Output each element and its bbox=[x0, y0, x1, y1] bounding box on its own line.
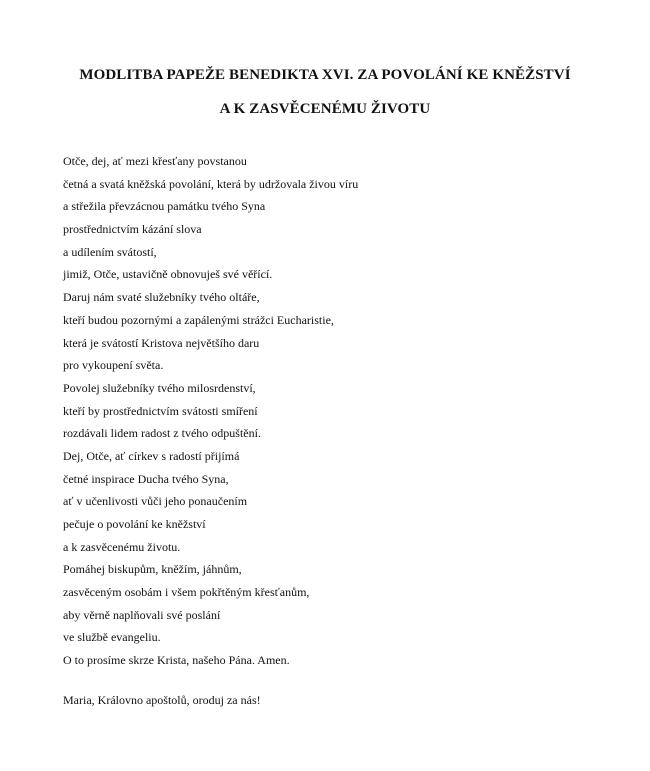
prayer-line: Otče, dej, ať mezi křesťany povstanou bbox=[63, 154, 247, 168]
prayer-line: a udílením svátostí, bbox=[63, 244, 157, 259]
prayer-line: kteří budou pozornými a zapálenými strážci Eucharistie, bbox=[63, 312, 334, 327]
prayer-line: jimiž, Otče, ustavičně obnovuješ své věřící. bbox=[63, 267, 273, 282]
prayer-line: zasvěceným osobám i všem pokřtěným křesťanům, bbox=[63, 585, 310, 600]
prayer-line: Daruj nám svaté služebníky tvého oltáře, bbox=[63, 290, 260, 305]
prayer-line: kteří by prostřednictvím svátosti smíření bbox=[63, 403, 258, 418]
prayer-line: Pomáhej biskupům, kněžím, jáhnům, bbox=[63, 562, 242, 577]
prayer-line: ať v učenlivosti vůči jeho ponaučením bbox=[63, 494, 248, 509]
prayer-line: četné inspirace Ducha tvého Syna, bbox=[63, 471, 229, 486]
prayer-line: Povolej služebníky tvého milosrdenství, bbox=[63, 380, 256, 395]
prayer-line: pečuje o povolání ke kněžství bbox=[63, 517, 206, 531]
prayer-line: pro vykoupení světa. bbox=[63, 358, 164, 373]
prayer-line: aby věrně naplňovali své poslání bbox=[63, 607, 221, 622]
prayer-line: rozdávali lidem radost z tvého odpuštění. bbox=[63, 426, 261, 441]
closing-invocation: Maria, Královno apoštolů, oroduj za nás! bbox=[63, 693, 261, 707]
title-line-2: A K ZASVĚCENÉMU ŽIVOTU bbox=[219, 101, 431, 117]
prayer-line: a k zasvěcenému životu. bbox=[63, 539, 181, 554]
prayer-line: a střežila převzácnou památku tvého Syna bbox=[63, 199, 266, 214]
prayer-text bbox=[63, 150, 358, 672]
title-line-1: MODLITBA PAPEŽE BENEDIKTA XVI. ZA POVOLÁNÍ KE KNĚŽSTVÍ bbox=[79, 67, 571, 83]
prayer-line: ve službě evangeliu. bbox=[63, 630, 161, 645]
prayer-line: prostřednictvím kázání slova bbox=[63, 222, 202, 237]
prayer-line: O to prosíme skrze Krista, našeho Pána. Amen. bbox=[63, 653, 290, 668]
prayer-line: četná a svatá kněžská povolání, která by udržovala živou víru bbox=[63, 176, 359, 191]
prayer-line: která je svátostí Kristova největšího daru bbox=[63, 335, 260, 350]
prayer-line: Dej, Otče, ať církev s radostí přijímá bbox=[63, 448, 240, 463]
